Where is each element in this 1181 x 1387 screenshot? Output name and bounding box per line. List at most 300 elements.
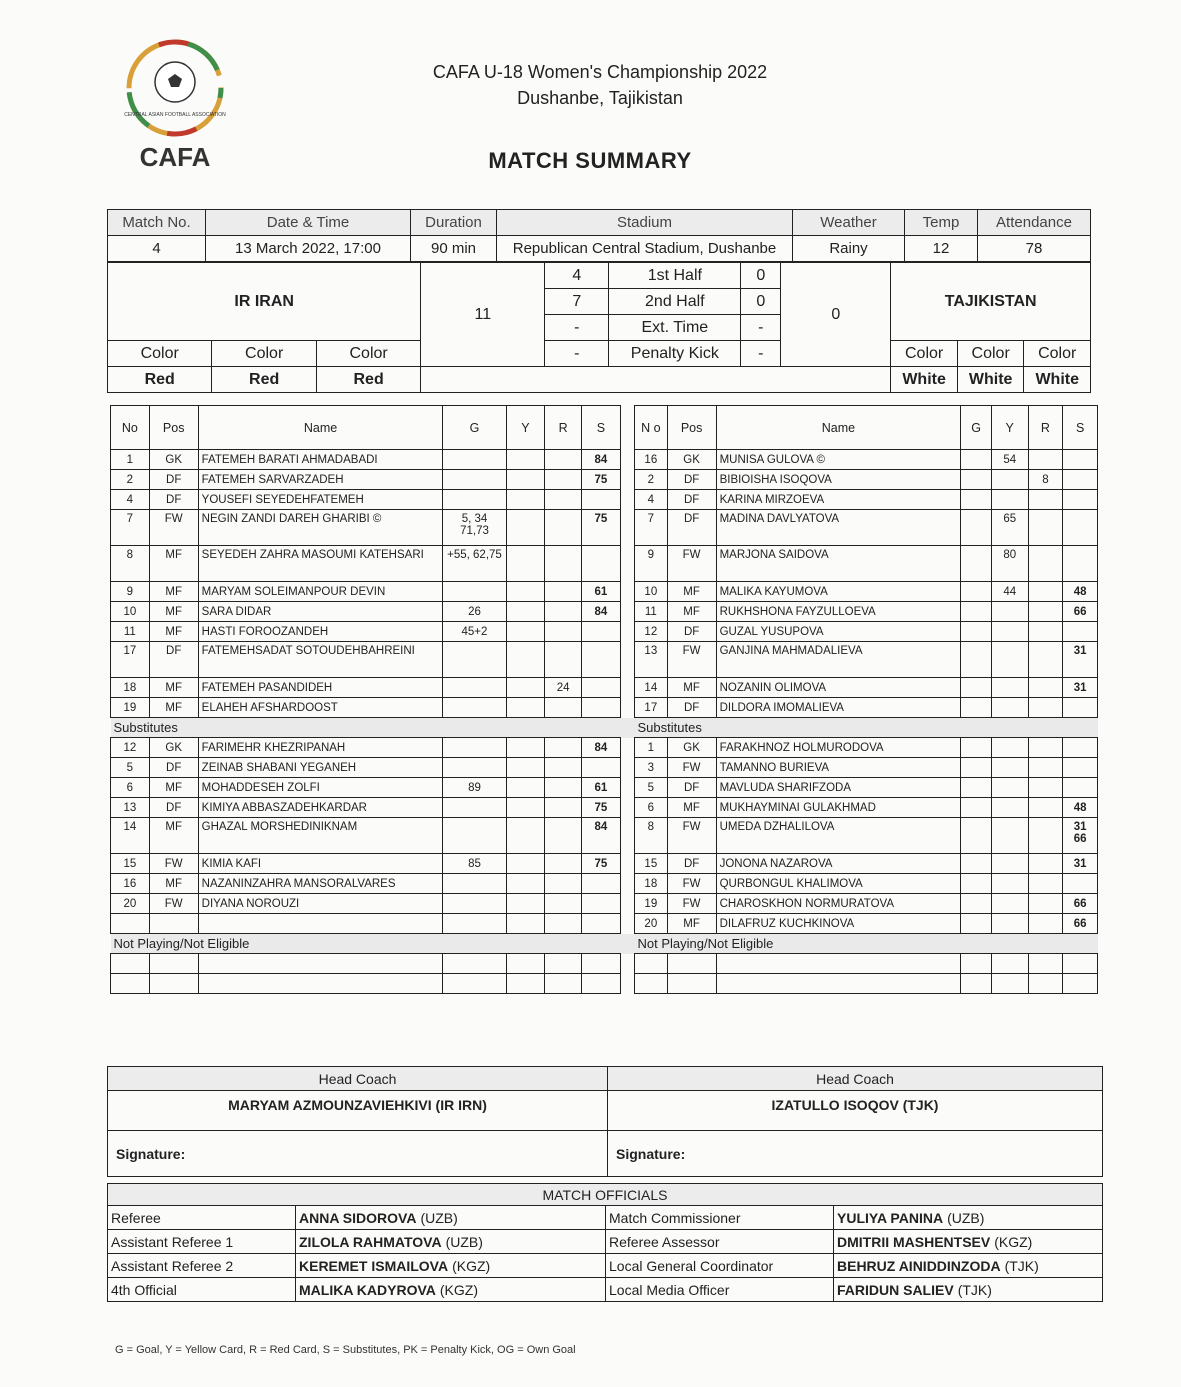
player-name: FATEMEHSADAT SOTOUDEHBAHREINI [198, 642, 443, 678]
column-gap [620, 470, 634, 490]
player-sub: 31 66 [1063, 818, 1098, 854]
empty-row [111, 954, 1098, 974]
player-goals [443, 798, 506, 818]
player-position: DF [667, 778, 716, 798]
col-header-g: G [961, 406, 992, 450]
player-yellow [506, 894, 545, 914]
player-number: 5 [111, 758, 150, 778]
player-red [545, 602, 582, 622]
roster-row [111, 758, 1098, 778]
roster-row [111, 798, 1098, 818]
player-sub [582, 758, 621, 778]
player-red [1028, 450, 1063, 470]
player-red [1028, 582, 1063, 602]
official-entry [296, 1254, 606, 1278]
player-position: GK [149, 450, 198, 470]
player-sub [582, 622, 621, 642]
player-name: HASTI FOROOZANDEH [198, 622, 443, 642]
player-name: KARINA MIRZOEVA [716, 490, 961, 510]
official-role: Referee [108, 1206, 296, 1230]
attendance-value: 78 [978, 236, 1091, 262]
player-number: 15 [635, 854, 668, 874]
roster-row [111, 450, 1098, 470]
empty-cell [1028, 974, 1063, 994]
player-name [198, 914, 443, 934]
player-name: MARJONA SAIDOVA [716, 546, 961, 582]
player-red [545, 582, 582, 602]
player-yellow [991, 602, 1028, 622]
empty-cell [961, 974, 992, 994]
column-gap [620, 798, 634, 818]
player-position: DF [149, 490, 198, 510]
official-row [108, 1206, 1103, 1230]
home-color-label: Color [108, 341, 212, 367]
home-color-label: Color [316, 341, 420, 367]
official-name: MALIKA KADYROVA [299, 1281, 436, 1298]
player-goals [961, 602, 992, 622]
weather-label: Weather [793, 210, 905, 236]
player-name: NAZANINZAHRA MANSORALVARES [198, 874, 443, 894]
player-yellow [506, 490, 545, 510]
player-number: 16 [635, 450, 668, 470]
official-row [108, 1230, 1103, 1254]
color-row-spacer [421, 367, 891, 393]
player-position: FW [667, 546, 716, 582]
player-position: FW [667, 894, 716, 914]
col-header-name: Name [198, 406, 443, 450]
cafa-emblem-icon [120, 38, 230, 178]
player-red [545, 546, 582, 582]
home-coach-name: MARYAM AZMOUNZAVIEHKIVI (IR IRN) [108, 1091, 608, 1131]
empty-cell [1028, 954, 1063, 974]
player-name: KIMIA KAFI [198, 854, 443, 874]
col-header-away_no: N o [635, 406, 668, 450]
player-red [1028, 818, 1063, 854]
empty-cell [111, 954, 150, 974]
official-row [108, 1278, 1103, 1302]
official-name: YULIYA PANINA [837, 1209, 944, 1226]
player-red [1028, 678, 1063, 698]
player-name: FARIMEHR KHEZRIPANAH [198, 738, 443, 758]
player-number: 3 [635, 758, 668, 778]
roster-row [111, 818, 1098, 854]
championship-location: Dushanbe, Tajikistan [517, 88, 683, 108]
player-position: MF [667, 602, 716, 622]
player-goals [443, 470, 506, 490]
col-header-r: R [545, 406, 582, 450]
player-yellow [991, 698, 1028, 718]
player-position: MF [149, 678, 198, 698]
player-goals [443, 450, 506, 470]
player-number: 9 [111, 582, 150, 602]
player-yellow [991, 874, 1028, 894]
player-red [1028, 642, 1063, 678]
official-row [108, 1254, 1103, 1278]
player-sub: 48 [1063, 582, 1098, 602]
player-yellow [506, 914, 545, 934]
player-sub [1063, 738, 1098, 758]
player-number: 19 [635, 894, 668, 914]
player-red [1028, 894, 1063, 914]
col-header-no: No [111, 406, 150, 450]
player-goals [443, 582, 506, 602]
player-yellow [991, 470, 1028, 490]
player-goals: 85 [443, 854, 506, 874]
logo-text: CAFA [139, 142, 211, 172]
player-name: FATEMEH SARVARZADEH [198, 470, 443, 490]
official-role: Local General Coordinator [606, 1254, 834, 1278]
player-yellow [506, 546, 545, 582]
official-country: (UZB) [947, 1209, 985, 1226]
column-gap [620, 914, 634, 934]
player-red [545, 450, 582, 470]
player-red [1028, 602, 1063, 622]
column-gap [620, 854, 634, 874]
empty-cell [667, 954, 716, 974]
official-entry [834, 1230, 1103, 1254]
player-sub: 61 [582, 778, 621, 798]
period-label: Ext. Time [609, 315, 741, 341]
player-number: 7 [635, 510, 668, 546]
player-goals [961, 874, 992, 894]
player-name: DIYANA NOROUZI [198, 894, 443, 914]
player-sub [582, 914, 621, 934]
player-number: 11 [111, 622, 150, 642]
player-red [1028, 874, 1063, 894]
official-name: FARIDUN SALIEV [837, 1281, 954, 1298]
player-number: 17 [635, 698, 668, 718]
legend: G = Goal, Y = Yellow Card, R = Red Card, S = Substitutes, PK = Penalty Kick, OG = Own Goal [115, 1344, 576, 1356]
official-name: DMITRII MASHENTSEV [837, 1233, 991, 1250]
player-sub [582, 642, 621, 678]
empty-cell [198, 974, 443, 994]
player-sub: 75 [582, 854, 621, 874]
player-sub: 84 [582, 602, 621, 622]
column-gap [620, 738, 634, 758]
official-role: Assistant Referee 1 [108, 1230, 296, 1254]
away-coach-label: Head Coach [608, 1067, 1103, 1091]
player-position: DF [667, 698, 716, 718]
away-signature-label: Signature: [608, 1131, 1103, 1177]
player-number: 16 [111, 874, 150, 894]
match-info-table [107, 209, 1091, 262]
player-position: DF [149, 798, 198, 818]
player-sub [1063, 450, 1098, 470]
player-yellow [506, 602, 545, 622]
substitutes-label: Substitutes [635, 718, 1098, 738]
away-color-value: White [891, 367, 958, 393]
player-goals [443, 642, 506, 678]
substitutes-label: Substitutes [111, 718, 621, 738]
player-red [545, 798, 582, 818]
player-red [1028, 698, 1063, 718]
player-name: MUNISA GULOVA © [716, 450, 961, 470]
away-color-value: White [1024, 367, 1091, 393]
stadium-label: Stadium [497, 210, 793, 236]
player-goals: 26 [443, 602, 506, 622]
empty-cell [961, 954, 992, 974]
player-yellow [506, 470, 545, 490]
player-number: 9 [635, 546, 668, 582]
player-goals [961, 642, 992, 678]
roster-row [111, 914, 1098, 934]
column-gap [620, 698, 634, 718]
player-yellow [506, 854, 545, 874]
player-number: 6 [111, 778, 150, 798]
empty-cell [198, 954, 443, 974]
logo-subtext: CENTRAL ASIAN FOOTBALL ASSOCIATION [124, 112, 226, 118]
player-position: FW [149, 510, 198, 546]
player-sub [1063, 778, 1098, 798]
official-role: Assistant Referee 2 [108, 1254, 296, 1278]
player-number: 20 [111, 894, 150, 914]
player-sub: 66 [1063, 914, 1098, 934]
away-team-name: TAJIKISTAN [891, 263, 1091, 341]
column-gap [620, 954, 634, 974]
away-coach-name: IZATULLO ISOQOV (TJK) [608, 1091, 1103, 1131]
col-header-g: G [443, 406, 506, 450]
player-number: 15 [111, 854, 150, 874]
player-sub: 84 [582, 738, 621, 758]
player-position: DF [667, 470, 716, 490]
home-signature-label: Signature: [108, 1131, 608, 1177]
column-gap [620, 582, 634, 602]
home-total-score: 11 [421, 263, 545, 367]
player-number: 14 [111, 818, 150, 854]
player-position: MF [667, 678, 716, 698]
player-goals [961, 678, 992, 698]
player-number: 10 [635, 582, 668, 602]
player-number: 18 [635, 874, 668, 894]
column-gap [620, 510, 634, 546]
official-entry [834, 1278, 1103, 1302]
player-name: MOHADDESEH ZOLFI [198, 778, 443, 798]
player-name: DILDORA IMOMALIEVA [716, 698, 961, 718]
empty-row [111, 974, 1098, 994]
official-entry [834, 1206, 1103, 1230]
championship-title: CAFA U-18 Women's Championship 2022 [432, 62, 768, 82]
player-goals: 45+2 [443, 622, 506, 642]
player-number: 4 [635, 490, 668, 510]
official-name: BEHRUZ AINIDDINZODA [837, 1257, 1001, 1274]
empty-cell [991, 974, 1028, 994]
player-goals [961, 622, 992, 642]
empty-cell [667, 974, 716, 994]
empty-cell [545, 954, 582, 974]
player-yellow: 54 [991, 450, 1028, 470]
player-name: ZEINAB SHABANI YEGANEH [198, 758, 443, 778]
column-gap [620, 818, 634, 854]
player-position: DF [667, 854, 716, 874]
period-label: Penalty Kick [609, 341, 741, 367]
player-yellow [506, 678, 545, 698]
player-number: 11 [635, 602, 668, 622]
player-red [545, 470, 582, 490]
away-period-score: 0 [741, 263, 781, 289]
player-sub: 66 [1063, 602, 1098, 622]
player-position: MF [149, 874, 198, 894]
empty-cell [991, 954, 1028, 974]
official-role: 4th Official [108, 1278, 296, 1302]
player-sub: 66 [1063, 894, 1098, 914]
column-gap [620, 874, 634, 894]
empty-cell [111, 974, 150, 994]
player-sub [582, 546, 621, 582]
player-number: 2 [111, 470, 150, 490]
player-name: MARYAM SOLEIMANPOUR DEVIN [198, 582, 443, 602]
away-color-label: Color [1024, 341, 1091, 367]
away-color-label: Color [957, 341, 1024, 367]
duration-label: Duration [411, 210, 497, 236]
player-position: FW [667, 642, 716, 678]
home-coach-label: Head Coach [108, 1067, 608, 1091]
player-red [1028, 622, 1063, 642]
player-number: 1 [111, 450, 150, 470]
empty-cell [545, 974, 582, 994]
roster-row [111, 894, 1098, 914]
player-yellow [506, 698, 545, 718]
player-sub: 75 [582, 798, 621, 818]
column-gap [620, 546, 634, 582]
official-role: Match Commissioner [606, 1206, 834, 1230]
away-color-value: White [957, 367, 1024, 393]
player-number: 12 [111, 738, 150, 758]
player-goals [961, 778, 992, 798]
player-number: 10 [111, 602, 150, 622]
player-red: 24 [545, 678, 582, 698]
coach-table [107, 1066, 1103, 1177]
player-name: DILAFRUZ KUCHKINOVA [716, 914, 961, 934]
player-number: 13 [111, 798, 150, 818]
player-name: SARA DIDAR [198, 602, 443, 622]
date-time-value: 13 March 2022, 17:00 [206, 236, 411, 262]
away-color-label: Color [891, 341, 958, 367]
empty-cell [1063, 974, 1098, 994]
player-yellow [991, 622, 1028, 642]
player-goals [443, 914, 506, 934]
player-position: FW [149, 854, 198, 874]
player-red [545, 698, 582, 718]
player-red [545, 642, 582, 678]
official-entry [834, 1254, 1103, 1278]
home-period-score: 7 [545, 289, 609, 315]
home-color-value: Red [212, 367, 316, 393]
away-period-score: - [741, 315, 781, 341]
player-name: GANJINA MAHMADALIEVA [716, 642, 961, 678]
official-country: (KGZ) [452, 1257, 491, 1274]
player-position: MF [149, 698, 198, 718]
player-red [1028, 854, 1063, 874]
player-name: SEYEDEH ZAHRA MASOUMI KATEHSARI [198, 546, 443, 582]
cafa-logo [120, 38, 230, 178]
player-position: DF [149, 642, 198, 678]
roster-row [111, 602, 1098, 622]
player-goals [443, 874, 506, 894]
home-team-name: IR IRAN [108, 263, 421, 341]
score-table [107, 262, 1091, 393]
official-country: (TJK) [1004, 1257, 1039, 1274]
empty-cell [582, 954, 621, 974]
player-position: MF [149, 602, 198, 622]
player-name: BIBIOISHA ISOQOVA [716, 470, 961, 490]
player-number: 8 [111, 546, 150, 582]
roster-row [111, 854, 1098, 874]
player-red [545, 778, 582, 798]
player-yellow [991, 854, 1028, 874]
roster-row [111, 874, 1098, 894]
player-yellow [991, 490, 1028, 510]
empty-cell [635, 974, 668, 994]
player-goals [961, 450, 992, 470]
player-red [1028, 798, 1063, 818]
player-goals [961, 798, 992, 818]
away-total-score: 0 [781, 263, 891, 367]
roster-row [111, 678, 1098, 698]
player-position: FW [667, 818, 716, 854]
player-yellow [991, 678, 1028, 698]
roster-row [111, 490, 1098, 510]
player-name: QURBONGUL KHALIMOVA [716, 874, 961, 894]
player-goals: 5, 34 71,73 [443, 510, 506, 546]
roster-row [111, 470, 1098, 490]
official-name: KEREMET ISMAILOVA [299, 1257, 449, 1274]
column-gap [620, 622, 634, 642]
player-red [545, 894, 582, 914]
officials-title: MATCH OFFICIALS [108, 1184, 1103, 1206]
official-role: Referee Assessor [606, 1230, 834, 1254]
player-sub: 61 [582, 582, 621, 602]
player-yellow [991, 894, 1028, 914]
player-red: 8 [1028, 470, 1063, 490]
player-goals [961, 490, 992, 510]
player-yellow [991, 798, 1028, 818]
page-title: MATCH SUMMARY [488, 148, 692, 173]
player-position: DF [149, 470, 198, 490]
player-position: DF [149, 758, 198, 778]
player-goals [961, 738, 992, 758]
player-position: MF [149, 622, 198, 642]
player-goals [961, 510, 992, 546]
home-period-score: - [545, 315, 609, 341]
player-red [545, 622, 582, 642]
match-no-value: 4 [108, 236, 206, 262]
column-gap [620, 894, 634, 914]
official-entry [296, 1230, 606, 1254]
player-position: MF [149, 778, 198, 798]
player-yellow [991, 818, 1028, 854]
player-yellow: 44 [991, 582, 1028, 602]
player-sub: 48 [1063, 798, 1098, 818]
roster-row [111, 622, 1098, 642]
player-yellow [506, 622, 545, 642]
column-gap [620, 490, 634, 510]
player-number: 1 [635, 738, 668, 758]
player-sub [582, 894, 621, 914]
official-country: (KGZ) [439, 1281, 478, 1298]
empty-cell [1063, 954, 1098, 974]
player-number: 4 [111, 490, 150, 510]
player-sub: 75 [582, 470, 621, 490]
attendance-label: Attendance [978, 210, 1091, 236]
player-sub: 31 [1063, 854, 1098, 874]
player-goals: +55, 62,75 [443, 546, 506, 582]
player-position: DF [667, 490, 716, 510]
player-position: DF [667, 510, 716, 546]
officials-table [107, 1183, 1103, 1302]
player-yellow [991, 758, 1028, 778]
player-red [1028, 738, 1063, 758]
player-name: FARAKHNOZ HOLMURODOVA [716, 738, 961, 758]
